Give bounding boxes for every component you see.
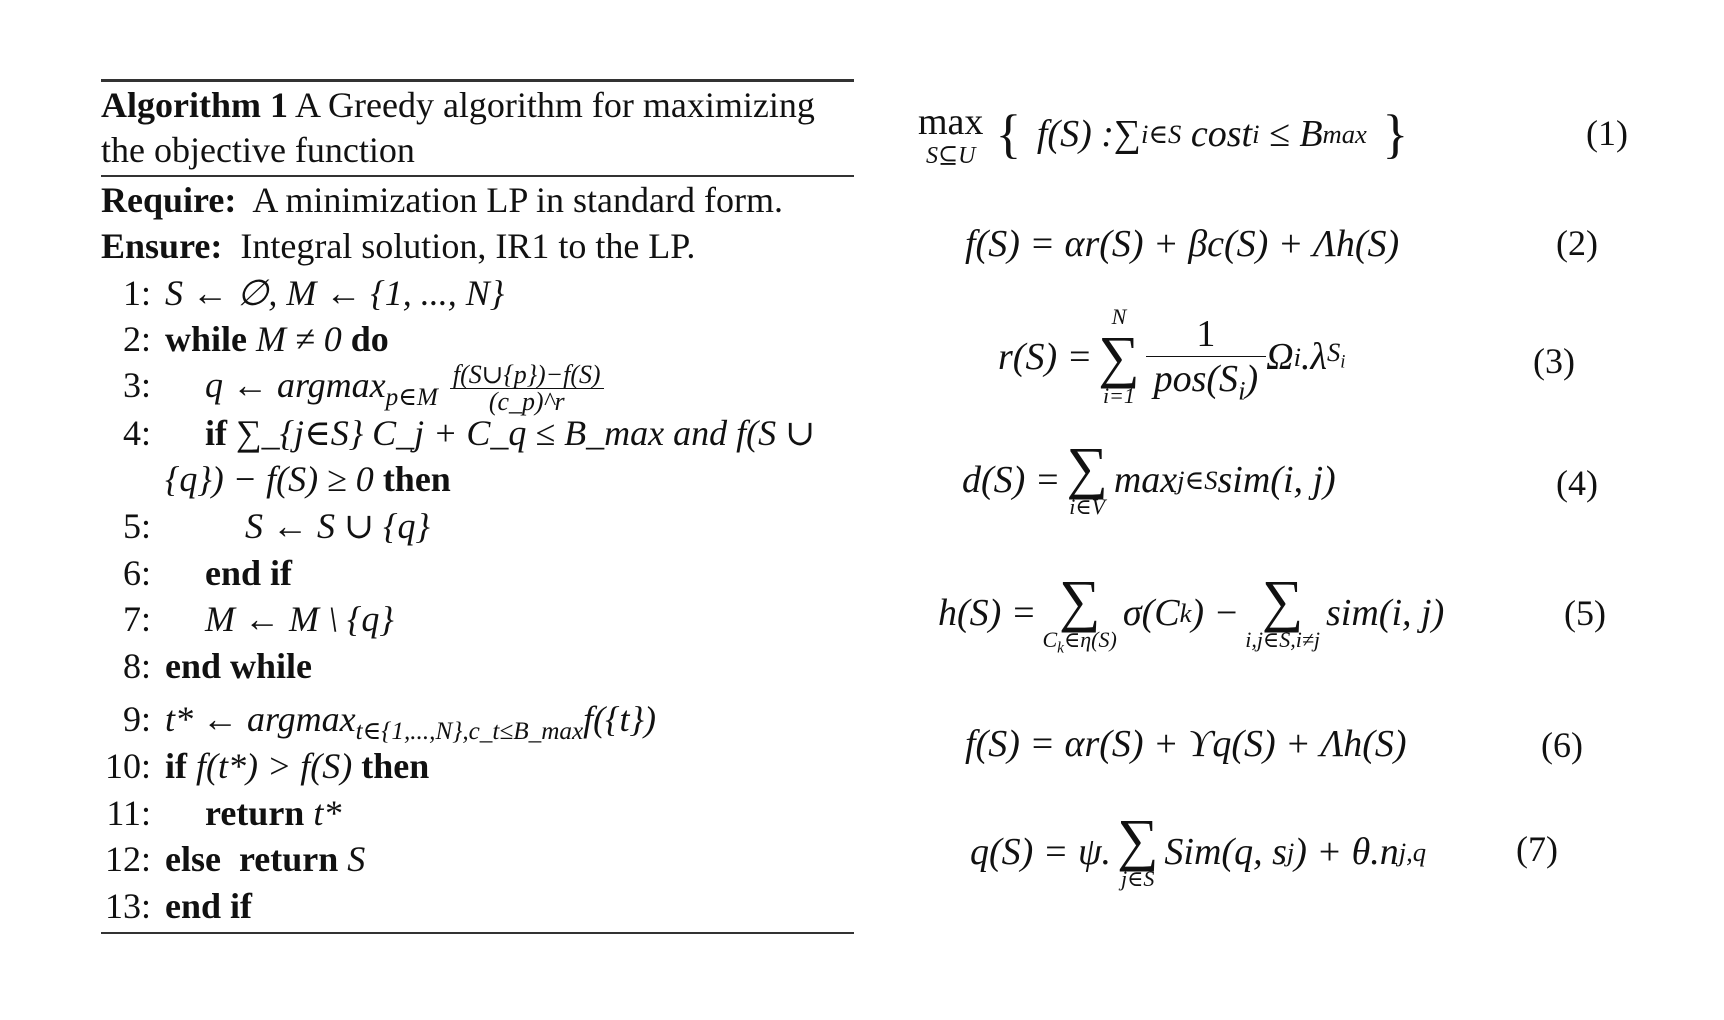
algorithm-caption-rule <box>101 175 854 177</box>
equation-2: f(S) = αr(S) + βc(S) + Λh(S) <box>965 223 1400 265</box>
line-text: M ≠ 0 <box>256 319 342 359</box>
line-text: ∑_{j∈S} C_j + C_q ≤ B_max and f(S ∪ <box>236 413 816 453</box>
equation-number-5: (5) <box>1564 593 1606 633</box>
algorithm-require <box>101 178 783 222</box>
line-text-continued: {q}) − f(S) ≥ 0 <box>165 459 374 499</box>
algorithm-line-4-cont <box>101 456 451 502</box>
line-text: S ← S ∪ {q} <box>245 506 430 546</box>
algorithm-line-5 <box>101 503 430 549</box>
ensure-text: Integral solution, IR1 to the LP. <box>240 226 696 266</box>
equation-number-7: (7) <box>1516 829 1558 869</box>
algorithm-line-9 <box>101 696 656 746</box>
sum-operator: N ∑ i=1 <box>1098 304 1140 409</box>
require-text: A minimization LP in standard form. <box>252 180 783 220</box>
algorithm-line-2 <box>101 316 389 362</box>
keyword-end-if: end if <box>205 553 293 593</box>
algorithm-title-line1: A Greedy algorithm for maximizing <box>295 85 815 125</box>
ensure-label: Ensure: <box>101 226 223 266</box>
equation-number-6: (6) <box>1541 725 1583 765</box>
argmax-subscript: t∈{1,...,N},c_t≤B_max <box>355 718 584 746</box>
sum-operator: ∑ j∈S <box>1117 807 1159 892</box>
keyword-end-while: end while <box>165 646 313 686</box>
fraction-numerator: f(S∪{p})−f(S) <box>450 362 604 389</box>
sum-operator: ∑ $C_k\in\eta(S)$ <box>1042 568 1117 657</box>
line-text: S <box>347 839 366 879</box>
equation-3: r(S) = N ∑ i=1 $\frac{1}{pos(S_i)}$ Ω i .λ $S_i$ <box>998 304 1346 409</box>
line-number: 5: <box>122 506 151 546</box>
algorithm-line-1 <box>101 270 504 316</box>
algorithm-title-line2: the objective function <box>101 130 415 170</box>
sum-operator: ∑ i,j∈S,i≠j <box>1245 568 1321 653</box>
keyword-then: then <box>382 459 451 499</box>
algorithm-top-rule <box>101 79 854 82</box>
line-text: M ← M \ {q} <box>205 599 394 639</box>
keyword-else-return: else return <box>165 839 339 879</box>
algorithm-line-11 <box>101 790 341 836</box>
algorithm-ensure <box>101 224 695 268</box>
line-number: 11: <box>106 793 151 833</box>
argmax-subscript: p∈M <box>385 384 438 412</box>
keyword-if: if <box>165 746 187 786</box>
line-text: S ← ∅, M ← {1, ..., N} <box>165 273 505 313</box>
line-number: 4: <box>122 413 151 453</box>
keyword-end-if: end if <box>165 886 253 926</box>
algorithm-line-3 <box>101 360 607 417</box>
algorithm-line-8 <box>101 643 312 689</box>
line-number: 6: <box>122 553 151 593</box>
equation-number-4: (4) <box>1556 463 1598 503</box>
line-number: 8: <box>122 646 151 686</box>
keyword-do: do <box>350 319 389 359</box>
max-operator: max S⊆U <box>918 101 984 169</box>
algorithm-line-4 <box>101 410 815 456</box>
line-number: 2: <box>122 319 151 359</box>
line-number: 12: <box>104 839 151 879</box>
equation-number-3: (3) <box>1533 341 1575 381</box>
line-text: f(t*) > f(S) <box>196 746 353 786</box>
algorithm-line-10 <box>101 743 429 789</box>
line-number: 1: <box>122 273 151 313</box>
line-text: t* <box>313 793 342 833</box>
fraction: $\frac{1}{pos(S_i)}$ <box>1150 312 1263 401</box>
equation-number-2: (2) <box>1556 223 1598 263</box>
fraction-denominator: (c_p)^r <box>488 387 565 417</box>
equation-number-1: (1) <box>1586 113 1628 153</box>
algorithm-bottom-rule <box>101 932 854 934</box>
keyword-return: return <box>205 793 305 833</box>
algorithm-label: Algorithm 1 <box>101 85 288 125</box>
line-number: 3: <box>122 365 151 405</box>
algorithm-line-7 <box>101 596 394 642</box>
equation-7: q(S) = ψ. ∑ j∈S Sim(q, s j ) + θ.n j,q <box>970 807 1427 892</box>
line-number: 9: <box>122 699 151 739</box>
line-number: 7: <box>122 599 151 639</box>
require-label: Require: <box>101 180 237 220</box>
line-tail: f({t}) <box>583 699 656 739</box>
equation-4: d(S) = ∑ i∈V max j∈S sim(i, j) <box>962 435 1336 520</box>
line-text: t* ← argmax <box>165 699 356 739</box>
line-number: 13: <box>104 886 151 926</box>
keyword-while: while <box>165 319 248 359</box>
gain-fraction <box>450 362 604 415</box>
line-number: 10: <box>104 746 151 786</box>
algorithm-line-13 <box>101 883 252 929</box>
line-text: q ← argmax <box>205 365 386 405</box>
algorithm-line-6 <box>101 550 292 596</box>
equation-6: f(S) = αr(S) + ϒq(S) + Λh(S) <box>965 723 1407 765</box>
equation-5: h(S) = ∑ $C_k\in\eta(S)$ σ(C k ) − ∑ i,j∈S,i≠j sim(i, j) <box>938 568 1445 657</box>
keyword-if: if <box>205 413 227 453</box>
keyword-then: then <box>361 746 430 786</box>
algorithm-line-12 <box>101 836 365 882</box>
sum-operator: ∑ i∈V <box>1066 435 1108 520</box>
algorithm-caption <box>101 83 815 127</box>
equation-1: max S⊆U { f(S) : ∑ i∈S cost i ≤ B max } <box>918 101 1409 169</box>
